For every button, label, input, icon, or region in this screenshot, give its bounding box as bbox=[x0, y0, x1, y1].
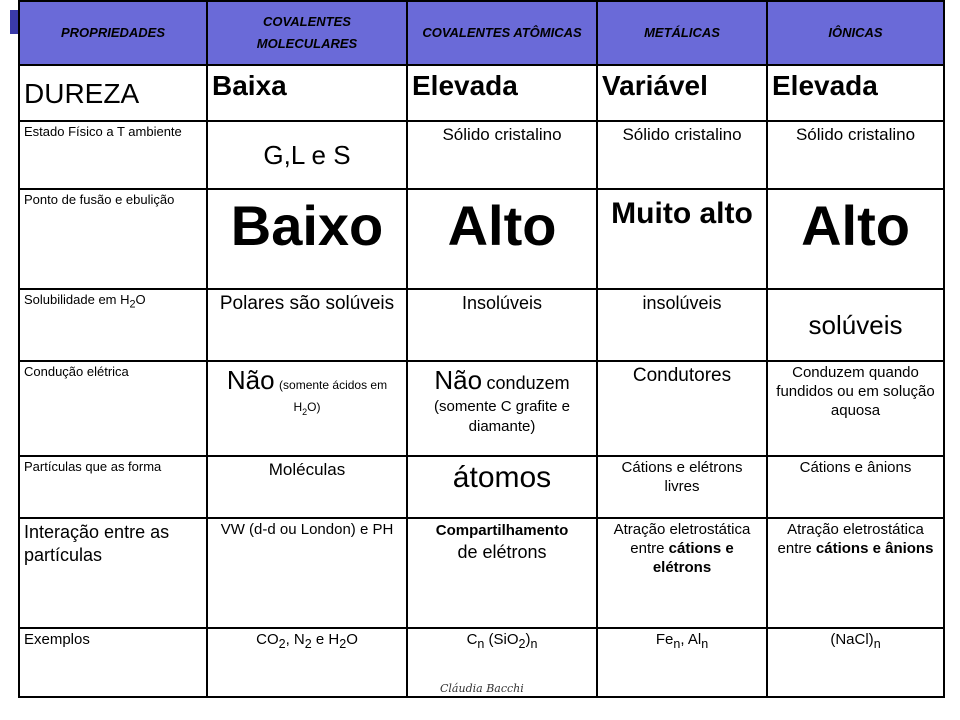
formula-text: (NaCl) bbox=[830, 631, 874, 648]
cell-interacao-met: Atração eletrostática entre cátions e elétrons bbox=[597, 518, 767, 628]
formula-text: (SiO bbox=[484, 631, 519, 648]
formula-text: CO bbox=[256, 631, 279, 648]
cell-estado-met: Sólido cristalino bbox=[597, 121, 767, 189]
label-ponto-fusao: Ponto de fusão e ebulição bbox=[19, 189, 207, 289]
cell-conducao-mol: Não (somente ácidos em $H_2O$) bbox=[207, 361, 407, 456]
cell-interacao-ion: Atração eletrostática entre cátions e ânions bbox=[767, 518, 944, 628]
properties-table bbox=[18, 0, 945, 698]
formula-text: ) bbox=[525, 631, 531, 648]
formula-text: , N bbox=[285, 631, 305, 648]
header-ionicas: IÔNICAS bbox=[767, 1, 944, 65]
header-covalentes-atomicas: COVALENTES ATÔMICAS bbox=[407, 1, 597, 65]
cell-fusao-mol: Baixo bbox=[207, 189, 407, 289]
cell-exemplos-mol bbox=[207, 628, 407, 697]
cell-estado-mol: G,L e S bbox=[207, 121, 407, 189]
formula-text: C bbox=[466, 631, 478, 648]
formula-text: Fe bbox=[655, 631, 674, 648]
header-row bbox=[19, 1, 944, 65]
formula-subscript: n bbox=[673, 637, 681, 651]
cell-solub-mol: Polares são solúveis bbox=[207, 289, 407, 361]
cell-particulas-ion: Cátions e ânions bbox=[767, 456, 944, 518]
label-conducao: Condução elétrica bbox=[19, 361, 207, 456]
cell-fusao-met: Muito alto bbox=[597, 189, 767, 289]
cell-conducao-atom: Não conduzem (somente C grafite e diamante) bbox=[407, 361, 597, 456]
row-ponto-fusao bbox=[19, 189, 944, 289]
cell-particulas-mol: Moléculas bbox=[207, 456, 407, 518]
cell-particulas-atom: átomos bbox=[407, 456, 597, 518]
label-exemplos: Exemplos bbox=[19, 628, 207, 697]
formula-subscript: n bbox=[477, 637, 485, 651]
cell-exemplos-met bbox=[597, 628, 767, 697]
cell-estado-ion: Sólido cristalino bbox=[767, 121, 944, 189]
cell-solub-met: insolúveis bbox=[597, 289, 767, 361]
header-propriedades: PROPRIEDADES bbox=[19, 1, 207, 65]
cell-particulas-met: Cátions e elétrons livres bbox=[597, 456, 767, 518]
row-solubilidade bbox=[19, 289, 944, 361]
cell-conducao-ion: Conduzem quando fundidos ou em solução aquosa bbox=[767, 361, 944, 456]
cell-solub-atom: Insolúveis bbox=[407, 289, 597, 361]
cell-dureza-met: Variável bbox=[597, 65, 767, 121]
cell-fusao-atom: Alto bbox=[407, 189, 597, 289]
label-particulas: Partículas que as forma bbox=[19, 456, 207, 518]
formula-text: , Al bbox=[680, 631, 702, 648]
cell-dureza-atom: Elevada bbox=[407, 65, 597, 121]
formula-subscript: 2 bbox=[518, 637, 526, 651]
row-conducao bbox=[19, 361, 944, 456]
header-metalicas: METÁLICAS bbox=[597, 1, 767, 65]
cell-dureza-ion: Elevada bbox=[767, 65, 944, 121]
cell-conducao-met: Condutores bbox=[597, 361, 767, 456]
formula-subscript: 2 bbox=[278, 637, 286, 651]
formula-subscript: 2 bbox=[339, 637, 347, 651]
formula-text: e H bbox=[311, 631, 340, 648]
cell-interacao-mol: VW (d-d ou London) e PH bbox=[207, 518, 407, 628]
slide-accent-bar bbox=[10, 10, 18, 34]
label-dureza: DUREZA bbox=[19, 65, 207, 121]
cell-exemplos-ion bbox=[767, 628, 944, 697]
label-estado-fisico: Estado Físico a T ambiente bbox=[19, 121, 207, 189]
row-dureza bbox=[19, 65, 944, 121]
cell-fusao-ion: Alto bbox=[767, 189, 944, 289]
formula-subscript: n bbox=[873, 637, 881, 651]
header-covalentes-moleculares: COVALENTES MOLECULARES bbox=[207, 1, 407, 65]
row-estado-fisico bbox=[19, 121, 944, 189]
cell-estado-atom: Sólido cristalino bbox=[407, 121, 597, 189]
formula-subscript: n bbox=[530, 637, 538, 651]
row-interacao bbox=[19, 518, 944, 628]
formula-text: O bbox=[346, 631, 358, 648]
cell-dureza-mol: Baixa bbox=[207, 65, 407, 121]
cell-solub-ion: solúveis bbox=[767, 289, 944, 361]
row-particulas bbox=[19, 456, 944, 518]
cell-interacao-atom: Compartilhamento de elétrons bbox=[407, 518, 597, 628]
author-watermark: Cláudia Bacchi bbox=[440, 682, 524, 695]
formula-subscript: 2 bbox=[304, 637, 312, 651]
label-solubilidade: Solubilidade em $H_2O$ bbox=[19, 289, 207, 361]
formula-subscript: n bbox=[701, 637, 709, 651]
label-interacao: Interação entre as partículas bbox=[19, 518, 207, 628]
